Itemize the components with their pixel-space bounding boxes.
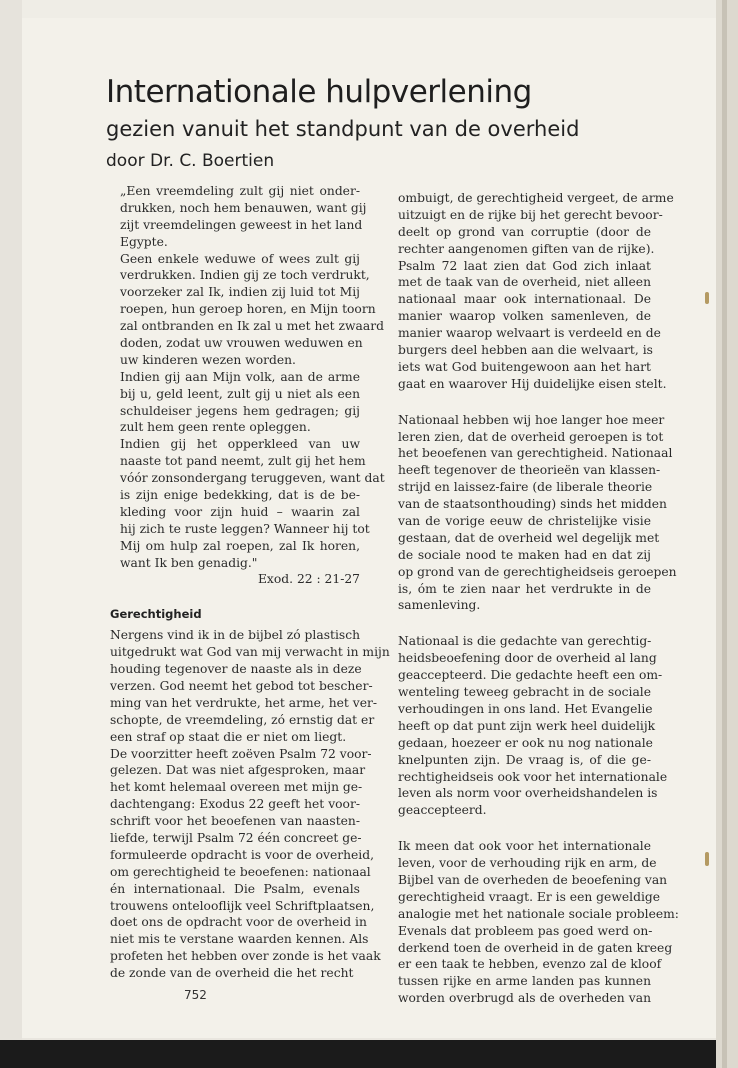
text-line: bij u, geld leent, zult gij u niet als een [120, 386, 360, 401]
text-line: rechter aangenomen giften van de rijke). [398, 241, 655, 256]
text-line: wenteling teweeg gebracht in de sociale [398, 685, 651, 700]
text-line: én internationaal. Die Psalm, evenals [110, 881, 360, 896]
text-line: uitzuigt en de rijke bij het gerecht bevoor- [398, 207, 663, 222]
binding-mark [705, 292, 709, 304]
text-line: Nationaal is die gedachte van gerechtig- [398, 634, 652, 649]
text-line: vóór zonsondergang teruggeven, want dat [120, 471, 385, 486]
text-line: manier waarop welvaart is verdeeld en de [398, 326, 661, 341]
text-line: Nationaal hebben wij hoe langer hoe meer [398, 412, 665, 427]
text-line: met de taak van de overheid, niet alleen [398, 275, 651, 290]
page-number: 752 [184, 988, 207, 1002]
text-line: doden, zodat uw vrouwen weduwen en [120, 336, 363, 351]
text-line: gerechtigheid vraagt. Er is een geweldige [398, 889, 661, 904]
text-line: leven als norm voor overheidshandelen is [398, 786, 658, 801]
quote-source: Exod. 22 : 21-27 [257, 572, 360, 587]
text-line: er een taak te hebben, evenzo zal de kloof [398, 957, 662, 972]
text-line: geaccepteerd. [398, 803, 487, 818]
text-line: verdrukken. Indien gij ze toch verdrukt, [120, 268, 370, 283]
text-line: deelt op grond van corruptie (door de [398, 224, 651, 239]
text-line: zult hem geen rente opleggen. [120, 420, 311, 435]
text-line: want Ik ben genadig." [120, 555, 258, 570]
text-line: het komt helemaal overeen met mijn ge- [110, 780, 363, 795]
text-line: uitgedrukt wat God van mij verwacht in mijn [110, 645, 390, 660]
text-line: tussen rijke en arme landen pas kunnen [398, 974, 651, 989]
text-line: de sociale nood te maken had en dat zij [398, 547, 651, 562]
text-line: naaste tot pand neemt, zult gij het hem [120, 454, 366, 469]
text-line: op grond van de gerechtigheidseis geroepen [398, 564, 677, 579]
text-line: gestaan, dat de overheid wel degelijk met [398, 530, 660, 545]
text-line: een straf op staat die er niet om liegt. [110, 729, 347, 744]
body-paragraph [398, 412, 677, 615]
text-line: houding tegenover de naaste als in deze [110, 662, 362, 677]
text-line: heeft tegenover de theorieën van klassen- [398, 463, 661, 478]
text-line: verhoudingen in ons land. Het Evangelie [398, 701, 653, 716]
text-line: heeft op dat punt zijn werk heel duidelijk [398, 718, 656, 733]
text-line: gedaan, hoezeer er ook nu nog nationale [398, 735, 653, 750]
section-heading: Gerechtigheid [110, 607, 202, 622]
scan-top-margin [0, 0, 716, 18]
text-line: trouwens ontelooflijk veel Schriftplaatsen, [110, 898, 375, 913]
page-edge-line [722, 0, 727, 1068]
text-line: knelpunten zijn. De vraag is, of die ge- [398, 752, 651, 767]
text-line: van de vorige eeuw de christelijke visie [398, 514, 651, 529]
text-line: zijt vreemdelingen geweest in het land [120, 217, 363, 232]
text-line: de zonde van de overheid die het recht [110, 966, 354, 981]
text-line: „Een vreemdeling zult gij niet onder- [120, 184, 360, 198]
text-line: Geen enkele weduwe of wees zult gij [120, 251, 360, 266]
scan-bottom-edge [0, 1040, 716, 1068]
text-line: doet ons de opdracht voor de overheid in [110, 915, 367, 930]
text-line: liefde, terwijl Psalm 72 één concreet ge- [110, 830, 362, 845]
text-line: ming van het verdrukte, het arme, het ver- [110, 695, 378, 710]
text-line: samenleving. [398, 598, 481, 613]
text-line: analogie met het nationale sociale probleem: [398, 906, 679, 921]
right-column [398, 190, 679, 1007]
text-line: ombuigt, de gerechtigheid vergeet, de arme [398, 191, 674, 205]
text-line: heidsbeoefening door de overheid al lang [398, 651, 657, 666]
text-line: zal ontbranden en Ik zal u met het zwaard [120, 319, 384, 334]
text-line: van de staatsonthouding) sinds het midden [398, 497, 667, 512]
text-line: dachtengang: Exodus 22 geeft het voor- [110, 797, 360, 812]
article-title: Internationale hulpverlening [106, 74, 532, 110]
text-line: rechtigheidseis ook voor het internationale [398, 769, 668, 784]
text-line: Bijbel van de overheden de beoefening van [398, 872, 668, 887]
text-line: Mij om hulp zal roepen, zal Ik horen, [120, 538, 360, 553]
text-line: profeten het hebben over zonde is het vaak [110, 949, 381, 964]
left-column [110, 183, 390, 982]
text-line: strijd en laissez-faire (de liberale theorie [398, 480, 653, 495]
text-line: schrift voor het beoefenen van naasten- [110, 814, 360, 829]
text-line: schopte, de vreemdeling, zó ernstig dat er [110, 712, 375, 727]
text-line: Indien gij aan Mijn volk, aan de arme [120, 369, 360, 384]
body-paragraph [398, 633, 668, 819]
body-paragraph [398, 190, 674, 393]
body-paragraph [398, 838, 679, 1007]
text-line: roepen, hun geroep horen, en Mijn toorn [120, 302, 376, 317]
text-line: manier waarop volken samenleven, de [398, 309, 651, 324]
bible-quote [110, 183, 385, 571]
text-line: burgers deel hebben aan die welvaart, is [398, 343, 653, 358]
text-line: is zijn enige bedekking, dat is de be- [120, 488, 360, 503]
text-line: De voorzitter heeft zoëven Psalm 72 voor- [110, 746, 372, 761]
text-line: verzen. God neemt het gebod tot bescher- [110, 678, 373, 693]
text-line: uw kinderen wezen worden. [120, 352, 296, 367]
body-paragraph [110, 627, 390, 982]
text-line: schuldeiser jegens hem gedragen; gij [120, 403, 360, 418]
text-line: iets wat God buitengewoon aan het hart [398, 359, 651, 374]
text-line: om gerechtigheid te beoefenen: nationaal [110, 864, 371, 879]
article-subtitle: gezien vanuit het standpunt van de overheid [106, 117, 580, 141]
text-line: nationaal maar ook internationaal. De [398, 292, 651, 307]
text-line: drukken, noch hem benauwen, want gij [120, 200, 367, 215]
text-line: niet mis te verstane waarden kennen. Als [110, 932, 369, 947]
text-line: leren zien, dat de overheid geroepen is tot [398, 429, 664, 444]
scan-left-margin [0, 0, 22, 1068]
text-line: voorzeker zal Ik, indien zij luid tot Mij [120, 285, 360, 300]
text-line: derkend toen de overheid in de gaten kreeg [398, 940, 673, 955]
text-line: Indien gij het opperkleed van uw [120, 437, 360, 452]
text-line: Egypte. [120, 234, 168, 249]
text-line: Psalm 72 laat zien dat God zich inlaat [398, 258, 651, 273]
text-line: het beoefenen van gerechtigheid. Nationaal [398, 446, 673, 461]
text-line: geaccepteerd. Die gedachte heeft een om- [398, 668, 663, 683]
text-line: hij zich te ruste leggen? Wanneer hij tot [120, 521, 370, 536]
text-line: worden overbrugd als de overheden van [398, 991, 651, 1006]
text-line: formuleerde opdracht is voor de overheid, [110, 847, 375, 862]
binding-mark [705, 852, 709, 866]
text-line: leven, voor de verhouding rijk en arm, de [398, 856, 657, 871]
text-line: gaat en waarover Hij duidelijke eisen stelt. [398, 376, 667, 391]
text-line: Nergens vind ik in de bijbel zó plastisch [110, 628, 360, 643]
scan-right-margin [716, 0, 738, 1068]
text-line: Ik meen dat ook voor het internationale [398, 839, 651, 854]
text-line: Evenals dat probleem pas goed werd on- [398, 923, 653, 938]
text-line: kleding voor zijn huid – waarin zal [120, 504, 360, 519]
article-byline: door Dr. C. Boertien [106, 151, 275, 171]
text-line: gelezen. Dat was niet afgesproken, maar [110, 763, 366, 778]
text-line: is, óm te zien naar het verdrukte in de [398, 581, 651, 596]
